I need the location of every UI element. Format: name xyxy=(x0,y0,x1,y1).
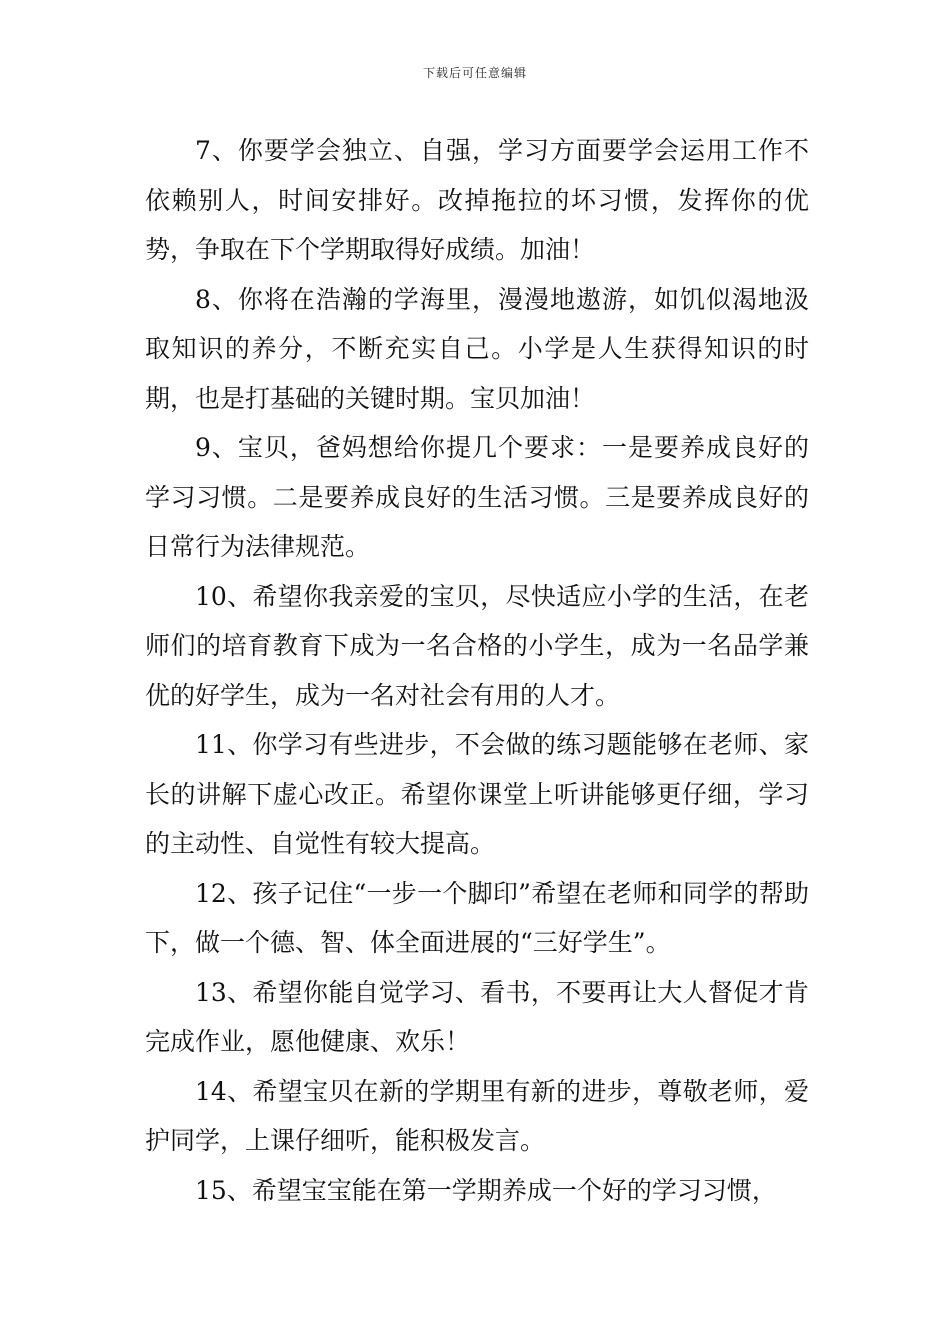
paragraph-12: 12、孩子记住“一步一个脚印”希望在老师和同学的帮助下，做一个德、智、体全面进展的“三好学生”。 xyxy=(145,878,809,957)
paragraph-7: 7、你要学会独立、自强，学习方面要学会运用工作不依赖别人，时间安排好。改掉拖拉的坏习惯，发挥你的优势，争取在下个学期取得好成绩。加油！ xyxy=(145,136,809,264)
page-header: 下载后可任意编辑 xyxy=(422,66,527,80)
paragraph-10: 10、希望你我亲爱的宝贝，尽快适应小学的生活，在老师们的培育教育下成为一名合格的小学生，成为一名品学兼优的好学生，成为一名对社会有用的人才。 xyxy=(145,581,809,710)
paragraph-9: 9、宝贝，爸妈想给你提几个要求：一是要养成良好的学习习惯。二是要养成良好的生活习惯。三是要养成良好的日常行为法律规范。 xyxy=(145,433,809,561)
paragraph-11: 11、你学习有些进步，不会做的练习题能够在老师、家长的讲解下虚心改正。希望你课堂上听讲能够更仔细，学习的主动性、自觉性有较大提高。 xyxy=(145,730,809,858)
paragraph-8: 8、你将在浩瀚的学海里，漫漫地遨游，如饥似渴地汲取知识的养分，不断充实自己。小学是人生获得知识的时期，也是打基础的关键时期。宝贝加油！ xyxy=(145,284,809,413)
paragraph-14: 14、希望宝贝在新的学期里有新的进步，尊敬老师，爱护同学，上课仔细听，能积极发言。 xyxy=(145,1076,809,1155)
paragraph-15: 15、希望宝宝能在第一学期养成一个好的学习习惯， xyxy=(195,1175,777,1205)
paragraph-13: 13、希望你能自觉学习、看书，不要再让大人督促才肯完成作业，愿他健康、欢乐！ xyxy=(145,977,809,1056)
document-body xyxy=(145,126,809,1215)
